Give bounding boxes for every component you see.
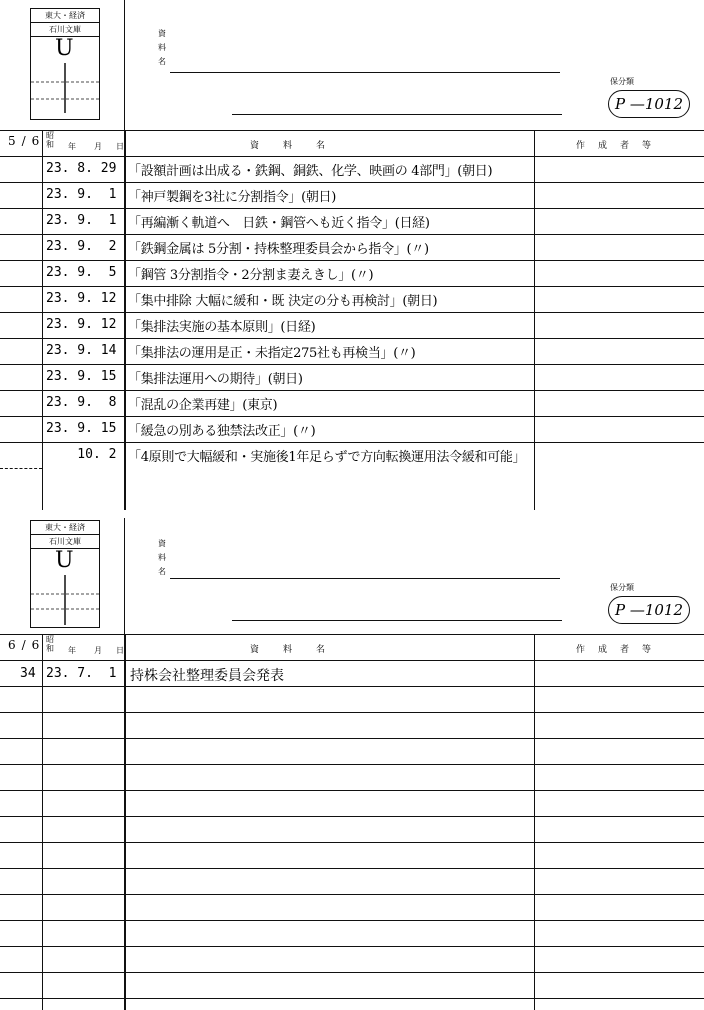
row-number: 34 [20, 666, 36, 681]
label-char-1: 資 [158, 29, 166, 38]
page-fraction: 6/6 [8, 638, 46, 652]
row-date: 23. 9. 2 [46, 239, 117, 254]
library-stamp [30, 520, 100, 628]
row-divider [0, 338, 42, 339]
header-day: 日 [116, 646, 124, 655]
row-title: 「集排法実施の基本原則」(日経) [128, 320, 316, 335]
stamp-line-1: 東大・経済 [31, 521, 99, 535]
row-date: 23. 9. 15 [46, 369, 117, 384]
library-stamp [30, 8, 100, 120]
row-divider [0, 234, 42, 235]
row-title: 「鋼管 3分割指令・2分割ま妻えきし」(〃) [128, 268, 374, 283]
row-date: 23. 9. 8 [46, 395, 117, 410]
stamp-line-2: 石川文庫 [31, 23, 99, 37]
row-divider [0, 442, 42, 443]
row-title: 「神戸製鋼を3社に分割指令」(朝日) [128, 190, 337, 205]
row-date: 23. 9. 1 [46, 213, 117, 228]
header-author: 作 成 者 等 [576, 141, 654, 151]
classification-badge: P —1012 [608, 90, 690, 118]
row-date: 10. 2 [46, 447, 117, 462]
header-day: 日 [116, 142, 124, 151]
page-fraction: 5/6 [8, 134, 46, 148]
header-year: 年 [68, 142, 76, 151]
header-title: 資 料 名 [250, 141, 328, 151]
row-divider [0, 364, 42, 365]
header-era: 昭和 [46, 635, 54, 653]
row-title: 「設額計画は出成る・鉄鋼、銅鉄、化学、映画の 4部門」(朝日) [128, 164, 493, 179]
row-date: 23. 9. 12 [46, 317, 117, 332]
row-title: 「鉄鋼金属は 5分割・持株整理委員会から指令」(〃) [128, 242, 429, 257]
row-divider [0, 468, 42, 469]
row-title: 「緩急の別ある独禁法改正」(〃) [128, 424, 316, 439]
row-divider [0, 260, 42, 261]
row-date: 23. 9. 5 [46, 265, 117, 280]
row-title: 「混乱の企業再建」(東京) [128, 398, 278, 413]
row-date: 23. 9. 15 [46, 421, 117, 436]
stamp-volume: U [55, 36, 74, 61]
label-char-3: 名 [158, 57, 166, 66]
label-char-2: 料 [158, 553, 166, 562]
classification-label: 保分類 [610, 583, 634, 592]
stamp-handwriting-icon [31, 37, 99, 117]
row-title: 「集排法運用への期待」(朝日) [128, 372, 303, 387]
row-divider [0, 286, 42, 287]
row-date: 23. 8. 29 [46, 161, 117, 176]
stamp-volume: U [55, 548, 74, 573]
header-era: 昭和 [46, 131, 54, 149]
row-divider [0, 416, 42, 417]
row-divider [0, 312, 42, 313]
row-title: 「4原則で大幅緩和・実施後1年足らずで方向転換運用法令緩和可能」 [128, 450, 526, 465]
row-date: 23. 7. 1 [46, 666, 117, 681]
stamp-line-2: 石川文庫 [31, 535, 99, 549]
row-divider [0, 182, 42, 183]
row-divider [0, 208, 42, 209]
header-month: 月 [94, 646, 102, 655]
row-title: 「再編漸く軌道へ 日鉄・鋼管へも近く指令」(日経) [128, 216, 430, 231]
row-divider [0, 390, 42, 391]
stamp-line-1: 東大・経済 [31, 9, 99, 23]
row-date: 23. 9. 14 [46, 343, 117, 358]
row-date: 23. 9. 1 [46, 187, 117, 202]
row-date: 23. 9. 12 [46, 291, 117, 306]
classification-label: 保分類 [610, 77, 634, 86]
header-title: 資 料 名 [250, 645, 328, 655]
label-char-3: 名 [158, 567, 166, 576]
classification-badge: P —1012 [608, 596, 690, 624]
header-author: 作 成 者 等 [576, 645, 654, 655]
header-month: 月 [94, 142, 102, 151]
label-char-1: 資 [158, 539, 166, 548]
row-title: 持株会社整理委員会発表 [130, 668, 284, 684]
row-title: 「集排法の運用是正・未指定275社も再検当」(〃) [128, 346, 416, 361]
header-year: 年 [68, 646, 76, 655]
row-title: 「集中排除 大幅に緩和・既 決定の分も再検討」(朝日) [128, 294, 438, 309]
stamp-handwriting-icon [31, 549, 99, 627]
label-char-2: 料 [158, 43, 166, 52]
